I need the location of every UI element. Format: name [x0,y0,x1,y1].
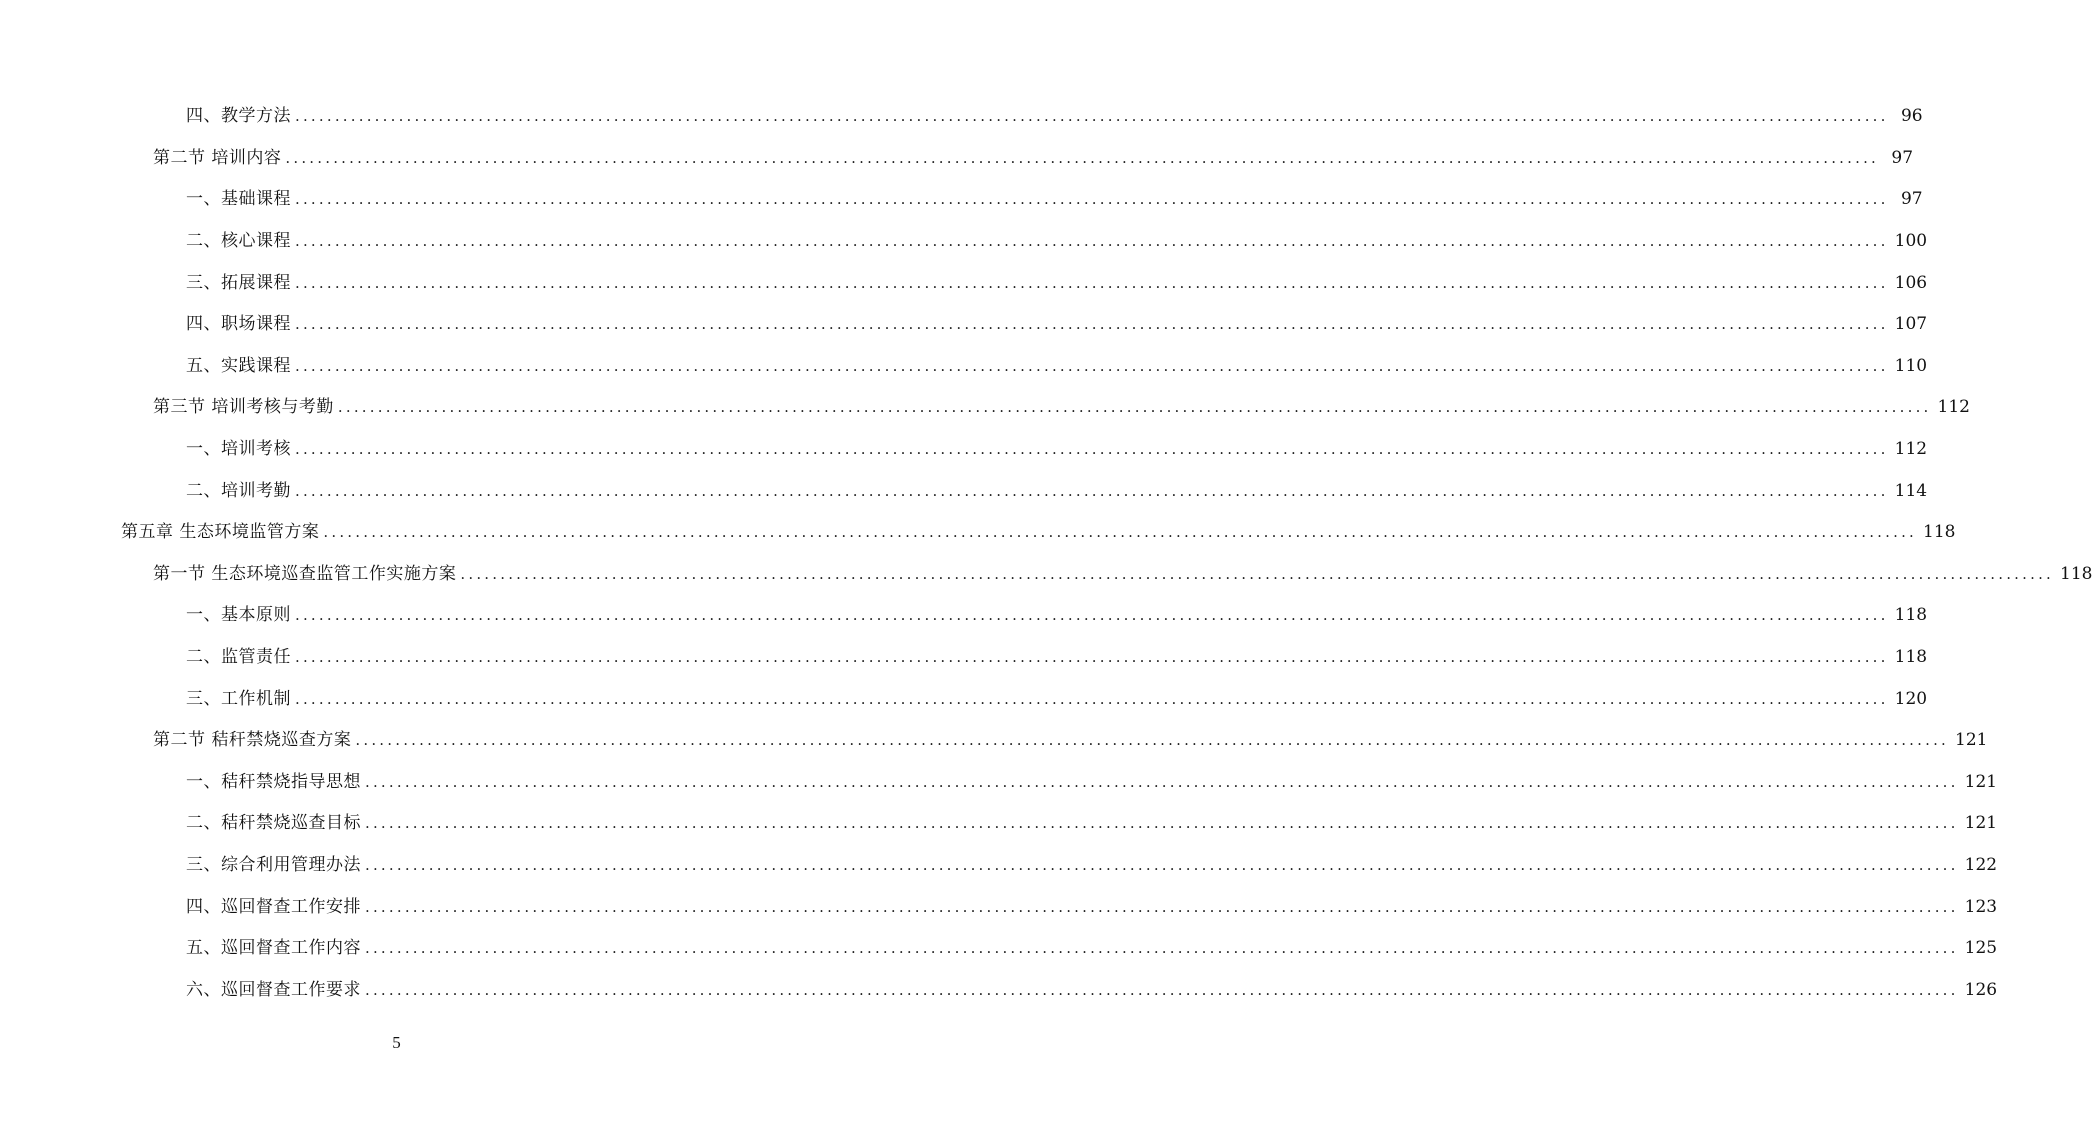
page-number: 5 [392,1033,401,1052]
toc-entry-title: 二、培训考勤 [186,480,291,501]
toc-entry[interactable] [0,429,1928,471]
toc-entry[interactable] [0,969,1998,1011]
toc-entry[interactable] [0,470,1928,512]
toc-entry-page: 120 [1894,688,1928,709]
toc-entry[interactable] [0,928,1998,970]
toc-dot-leader: ........................................................................................................................................................................................................ [295,606,1889,625]
toc-entry[interactable] [0,554,2092,596]
toc-entry-title: 第三节 培训考核与考勤 [153,397,334,418]
toc-entry-page: 118 [1923,522,1956,543]
toc-entry-page: 121 [1964,771,1998,792]
toc-dot-leader: ........................................................................................................................................................................................................ [337,398,1932,417]
toc-entry-page: 121 [1955,730,1988,751]
toc-entry-page: 110 [1894,355,1928,376]
toc-entry-title: 一、基本原则 [186,605,291,626]
toc-entry[interactable] [0,637,1928,679]
toc-dot-leader: ........................................................................................................................................................................................................ [295,481,1889,500]
toc-entry-title: 四、教学方法 [186,106,291,127]
toc-entry[interactable] [0,96,1923,138]
toc-dot-leader: ........................................................................................................................................................................................................ [365,814,1959,833]
toc-entry-page: 112 [1894,439,1928,460]
toc-dot-leader: ........................................................................................................................................................................................................ [365,897,1959,916]
toc-dot-leader: ........................................................................................................................................................................................................ [323,523,1918,542]
toc-entry-title: 三、工作机制 [186,688,291,709]
toc-dot-leader: ........................................................................................................................................................................................................ [295,356,1889,375]
toc-entry-title: 一、秸秆禁烧指导思想 [186,771,361,792]
toc-entry-page: 114 [1894,480,1928,501]
toc-entry-title: 二、秸秆禁烧巡查目标 [186,813,361,834]
toc-dot-leader: ........................................................................................................................................................................................................ [295,689,1889,708]
toc-dot-leader: ........................................................................................................................................................................................................ [355,731,1950,750]
toc-dot-leader: ........................................................................................................................................................................................................ [365,980,1959,999]
toc-entry[interactable] [0,179,1923,221]
toc-entry-title: 二、监管责任 [186,647,291,668]
toc-entry[interactable] [0,678,1928,720]
toc-entry[interactable] [0,346,1928,388]
toc-entry-title: 五、实践课程 [186,355,291,376]
toc-entry[interactable] [0,886,1998,928]
toc-entry-title: 第二节 秸秆禁烧巡查方案 [153,730,352,751]
toc-entry-title: 一、基础课程 [186,189,291,210]
toc-dot-leader: ........................................................................................................................................................................................................ [460,564,2055,583]
toc-dot-leader: ........................................................................................................................................................................................................ [295,315,1889,334]
toc-entry-title: 四、职场课程 [186,314,291,335]
toc-entry[interactable] [0,720,1988,762]
toc-entry-page: 97 [1900,189,1923,210]
toc-entry-title: 四、巡回督查工作安排 [186,896,361,917]
toc-dot-leader: ........................................................................................................................................................................................................ [365,939,1959,958]
toc-dot-leader: ........................................................................................................................................................................................................ [295,648,1889,667]
toc-dot-leader: ........................................................................................................................................................................................................ [365,772,1959,791]
toc-dot-leader: ........................................................................................................................................................................................................ [285,148,1880,167]
toc-entry-title: 一、培训考核 [186,439,291,460]
toc-entry-title: 第二节 培训内容 [153,147,282,168]
toc-entry-page: 118 [2060,563,2092,584]
toc-entry-title: 六、巡回督查工作要求 [186,979,361,1000]
toc-entry-page: 100 [1894,231,1928,252]
toc-dot-leader: ........................................................................................................................................................................................................ [295,190,1889,209]
toc-entry[interactable] [0,262,1928,304]
toc-entry-page: 97 [1891,147,1914,168]
toc-entry[interactable] [0,803,1998,845]
toc-entry-page: 118 [1894,647,1928,668]
toc-entry[interactable] [0,304,1928,346]
toc-entry-title: 五、巡回督查工作内容 [186,938,361,959]
toc-entry[interactable] [0,221,1928,263]
toc-entry-title: 三、拓展课程 [186,272,291,293]
toc-entry[interactable] [0,387,1970,429]
toc-entry-page: 125 [1964,938,1998,959]
toc-dot-leader: ........................................................................................................................................................................................................ [295,232,1889,251]
toc-dot-leader: ........................................................................................................................................................................................................ [295,440,1889,459]
toc-entry-page: 123 [1964,896,1998,917]
toc-entry[interactable] [0,595,1928,637]
toc-entry[interactable] [0,845,1998,887]
toc-entry-page: 96 [1900,106,1923,127]
toc-entry-page: 107 [1894,314,1928,335]
toc-entry-title: 三、综合利用管理办法 [186,854,361,875]
toc-entry-page: 126 [1964,979,1998,1000]
toc-entry-title: 二、核心课程 [186,231,291,252]
toc-dot-leader: ........................................................................................................................................................................................................ [365,855,1959,874]
toc-entry-page: 121 [1964,813,1998,834]
toc-entry-page: 112 [1937,397,1970,418]
toc-entry-title: 第五章 生态环境监管方案 [121,522,320,543]
toc-dot-leader: ........................................................................................................................................................................................................ [295,107,1889,126]
toc-entry-page: 118 [1894,605,1928,626]
toc-entry[interactable] [0,512,1956,554]
toc-entry-page: 122 [1964,854,1998,875]
toc-entry[interactable] [0,762,1998,804]
toc-entry[interactable] [0,138,1914,180]
toc-entry-title: 第一节 生态环境巡查监管工作实施方案 [153,563,457,584]
table-of-contents [0,96,2092,1011]
toc-entry-page: 106 [1894,272,1928,293]
toc-dot-leader: ........................................................................................................................................................................................................ [295,273,1889,292]
